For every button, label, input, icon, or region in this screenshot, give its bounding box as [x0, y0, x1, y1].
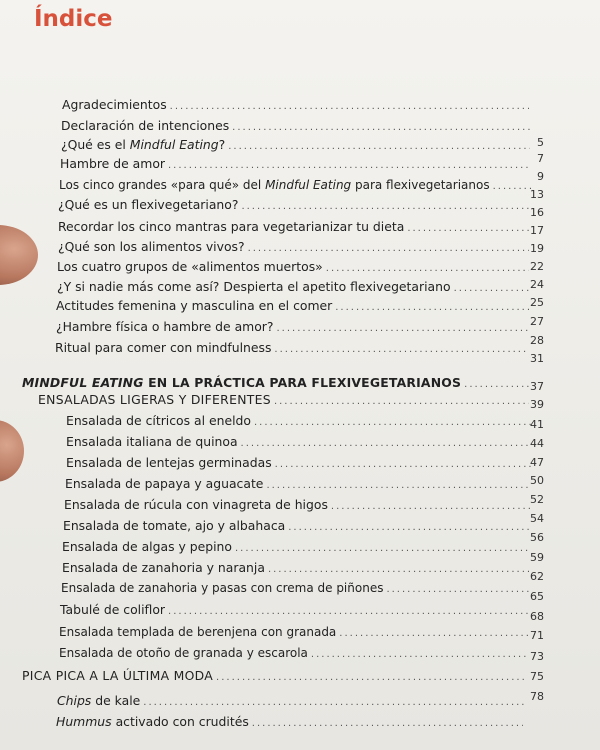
page-number: 62 [530, 570, 544, 583]
toc-entry: Ensalada de rúcula con vinagreta de higos ..... [64, 497, 534, 515]
toc-entry: Ensalada italiana de quinoa ..... [66, 434, 534, 452]
page-number: 39 [530, 398, 544, 411]
page-number: 9 [537, 170, 544, 183]
toc-entry: Los cuatro grupos de «alimentos muertos» ..... [57, 259, 532, 277]
toc-entry: ¿Hambre física o hambre de amor? ..... [56, 319, 532, 337]
page-number: 68 [530, 610, 544, 623]
page-number: 65 [530, 590, 544, 603]
page-number: 41 [530, 418, 544, 431]
page-number: 13 [530, 188, 544, 201]
page-number: 59 [530, 551, 544, 564]
page-number: 31 [530, 352, 544, 365]
page-title: Índice [34, 6, 113, 32]
toc-subsection-heading: PICA PICA A LA ÚLTIMA MODA ..... [22, 668, 530, 686]
page-number: 7 [537, 152, 544, 165]
page-number: 27 [530, 315, 544, 328]
toc-entry: Ensalada de algas y pepino ..... [62, 539, 533, 557]
toc-entry: Ensalada de otoño de granada y escarola ..... [59, 645, 532, 663]
toc-entry: ¿Qué son los alimentos vivos? ..... [58, 239, 532, 257]
toc-entry: Hambre de amor ..... [60, 156, 534, 174]
page-number: 47 [530, 456, 544, 469]
page-number: 19 [530, 242, 544, 255]
page-number: 75 [530, 670, 544, 683]
page-number: 16 [530, 206, 544, 219]
page-number: 37 [530, 380, 544, 393]
toc-entry: Los cinco grandes «para qué» del Mindful Eating para flexivegetarianos ..... [59, 177, 534, 195]
toc-entry: ¿Y si nadie más come así? Despierta el apetito flexivegetariano ..... [57, 279, 532, 297]
toc-subsection-heading: ENSALADAS LIGERAS Y DIFERENTES ..... [38, 392, 532, 410]
page-number: 5 [537, 136, 544, 149]
toc-entry: Declaración de intenciones ..... [61, 118, 533, 136]
toc-entry: Recordar los cinco mantras para vegetarianizar tu dieta ..... [58, 219, 532, 237]
toc-entry: Actitudes femenina y masculina en el comer ..... [56, 298, 532, 316]
page-number: 44 [530, 437, 544, 450]
page-number: 52 [530, 493, 544, 506]
page-number: 73 [530, 650, 544, 663]
page-number: 78 [530, 690, 544, 703]
page-number: 56 [530, 531, 544, 544]
toc-entry: Tabulé de coliflor ..... [60, 602, 532, 620]
toc-entry: Hummus activado con crudités ..... [56, 714, 526, 732]
page-number: 54 [530, 512, 544, 525]
page-number: 25 [530, 296, 544, 309]
page-number: 17 [530, 224, 544, 237]
page-number: 71 [530, 629, 544, 642]
page-number: 22 [530, 260, 544, 273]
toc-entry: Agradecimientos ..... [62, 97, 532, 115]
toc-entry: Ensalada de tomate, ajo y albahaca ..... [63, 518, 533, 536]
toc-entry: Ensalada de cítricos al eneldo ..... [66, 413, 534, 431]
toc-entry: Ensalada de zanahoria y pasas con crema de piñones ..... [61, 580, 532, 598]
page-number: 28 [530, 334, 544, 347]
toc-entry: Ensalada de papaya y aguacate ..... [65, 476, 534, 494]
toc-entry: Ritual para comer con mindfulness ..... [55, 340, 532, 358]
page-number: 24 [530, 278, 544, 291]
toc-entry: Ensalada de zanahoria y naranja ..... [62, 560, 533, 578]
page-number: 50 [530, 474, 544, 487]
toc-entry: Ensalada templada de berenjena con granada ..... [59, 624, 532, 642]
toc-entry: Chips de kale ..... [57, 693, 527, 711]
toc-entry: ¿Qué es un flexivegetariano? ..... [58, 197, 532, 215]
toc-entry: ¿Qué es el Mindful Eating? ..... [61, 137, 533, 155]
toc-section-heading: MINDFUL EATING EN LA PRÁCTICA PARA FLEXIVEGETARIANOS ..... [22, 375, 532, 393]
toc-entry: Ensalada de lentejas germinadas ..... [66, 455, 534, 473]
